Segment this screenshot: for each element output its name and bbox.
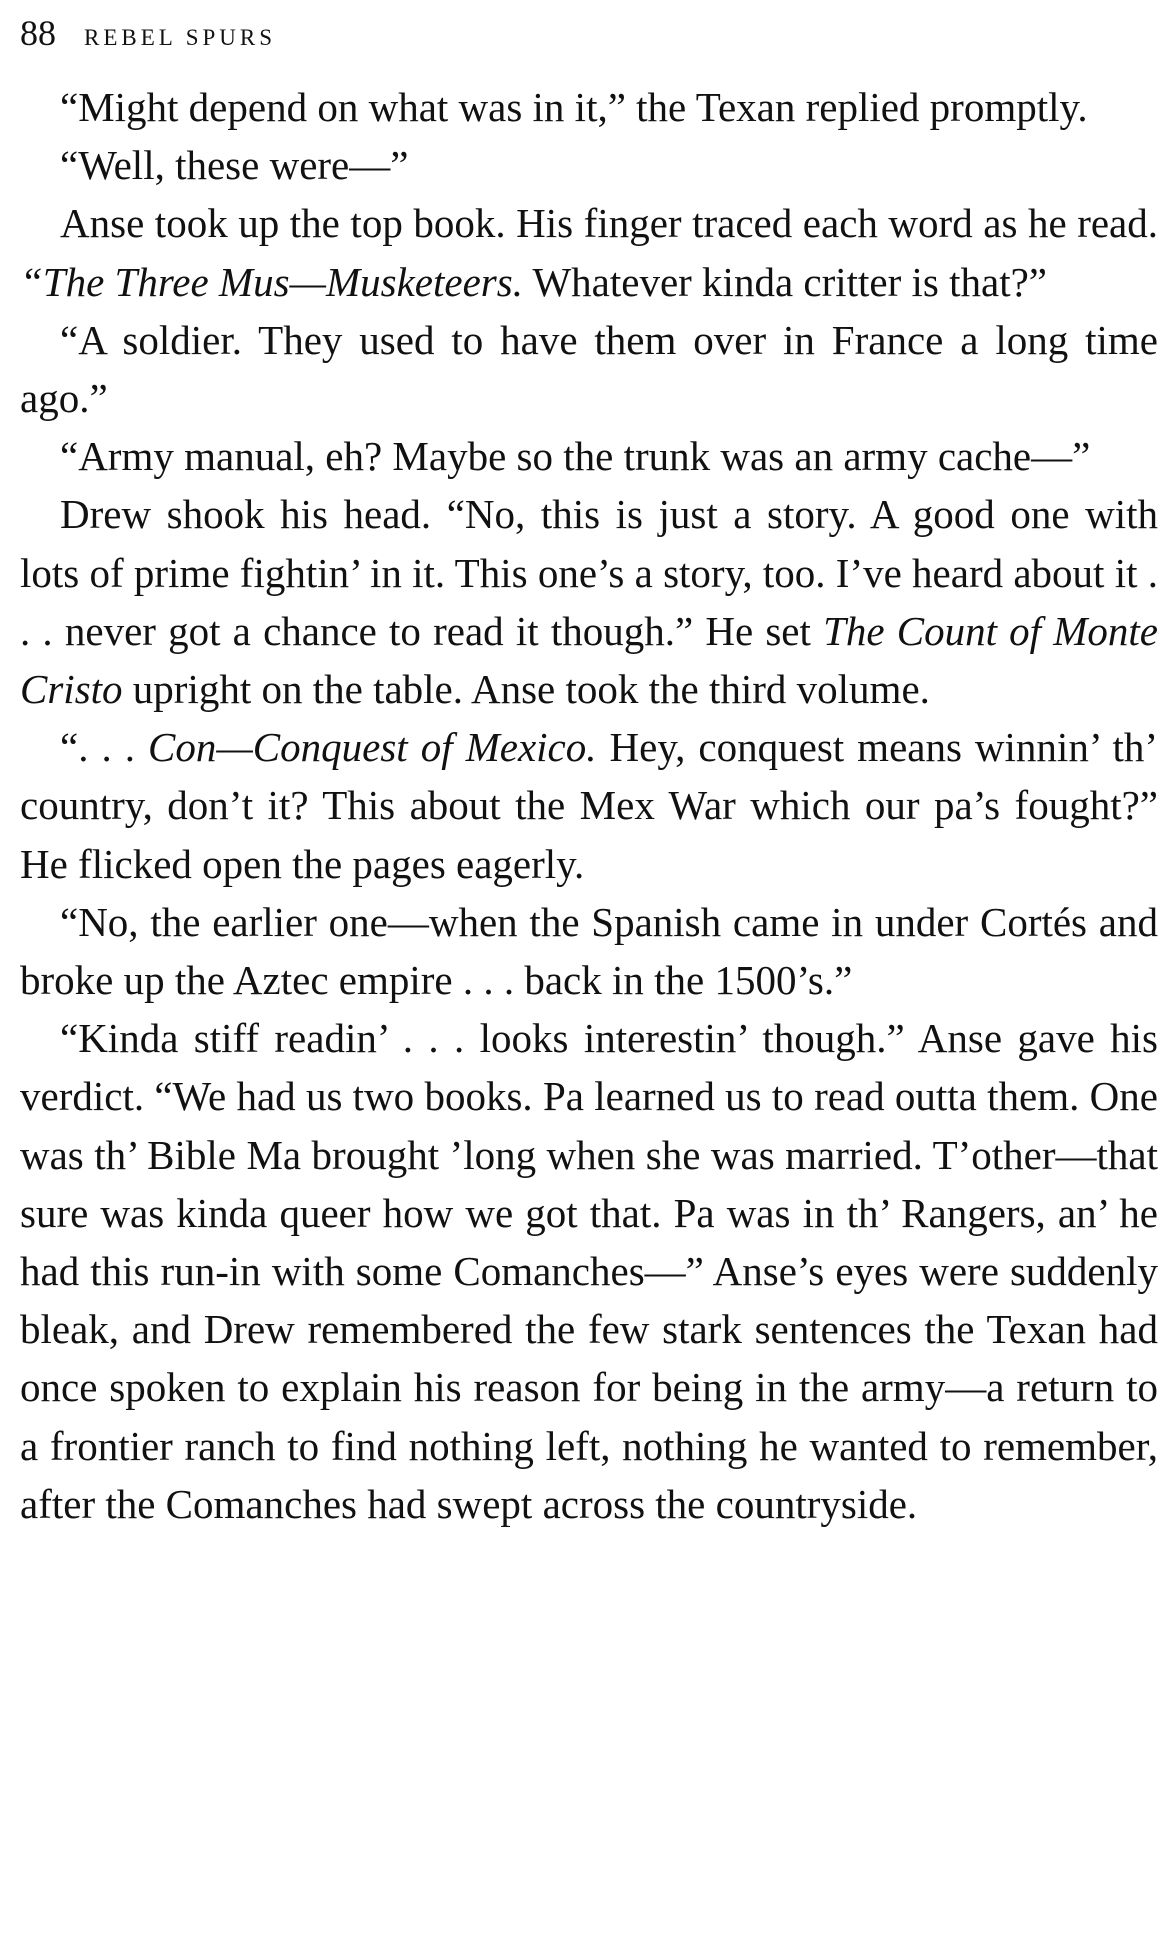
page-header (20, 12, 1158, 64)
text-segment: “Army manual, eh? Maybe so the trunk was an army cache—” (60, 433, 1091, 480)
paragraph (20, 78, 1158, 136)
text-segment: “Well, these were—” (60, 142, 409, 189)
text-segment: “A soldier. They used to have them over in France a long time ago.” (20, 316, 1158, 422)
text-segment: “No, the earlier one—when the Spanish came in under Cortés and broke up the Aztec empire . . . back in the 1500’s.” (20, 898, 1158, 1004)
paragraph (20, 893, 1158, 1009)
book-title: Con—Conquest of Mexico. (148, 724, 597, 771)
text-segment: “Kinda stiff readin’ . . . looks interestin’ though.” Anse gave his verdict. “We had us two books. Pa learned us to read outta them. One was th’ Bible Ma brought ’long when she was married. T’other—that sure was kinda queer how we got that. Pa was in th’ Rangers, an’ he had this run-in with some Comanches—” Anse’s eyes were suddenly bleak, and Drew remembered the few stark sentences the Texan had once spoken to explain his reason for being in the army—a return to a frontier ranch to find nothing left, nothing he wanted to remember, after the Comanches had swept across the countryside. (20, 1015, 1158, 1527)
paragraph (20, 718, 1158, 893)
text-segment: upright on the table. Anse took the third volume. (122, 666, 930, 713)
paragraph (20, 194, 1158, 310)
paragraph (20, 136, 1158, 194)
text-segment: Hey, conquest means winnin’ th’ country, don’t it? This about the Mex War which our pa’s fought?” He flicked open the pages eagerly. (20, 724, 1158, 887)
paragraph (20, 427, 1158, 485)
text-segment: Drew shook his head. “No, this is just a story. A good one with lots of prime fightin’ in it. This one’s a story, too. I’ve heard about it . . . never got a chance to read it though.” He set (20, 491, 1158, 654)
book-page (20, 12, 1158, 1533)
text-segment: “. . . (60, 724, 148, 771)
book-title: The Count of Monte Cristo (20, 607, 1159, 713)
text-segment: “Might depend on what was in it,” the Texan replied promptly. (60, 84, 1088, 130)
running-head: REBEL SPURS (84, 25, 277, 50)
text-segment: Whatever kinda critter is that?” (522, 258, 1047, 305)
body-text (20, 78, 1158, 1533)
text-segment: Anse took up the top book. His finger traced each word as he read. (60, 200, 1158, 247)
page-number: 88 (20, 13, 56, 53)
book-title: “The Three Mus—Musketeers. (20, 258, 523, 305)
paragraph (20, 1009, 1158, 1533)
paragraph (20, 485, 1158, 718)
paragraph (20, 311, 1158, 427)
